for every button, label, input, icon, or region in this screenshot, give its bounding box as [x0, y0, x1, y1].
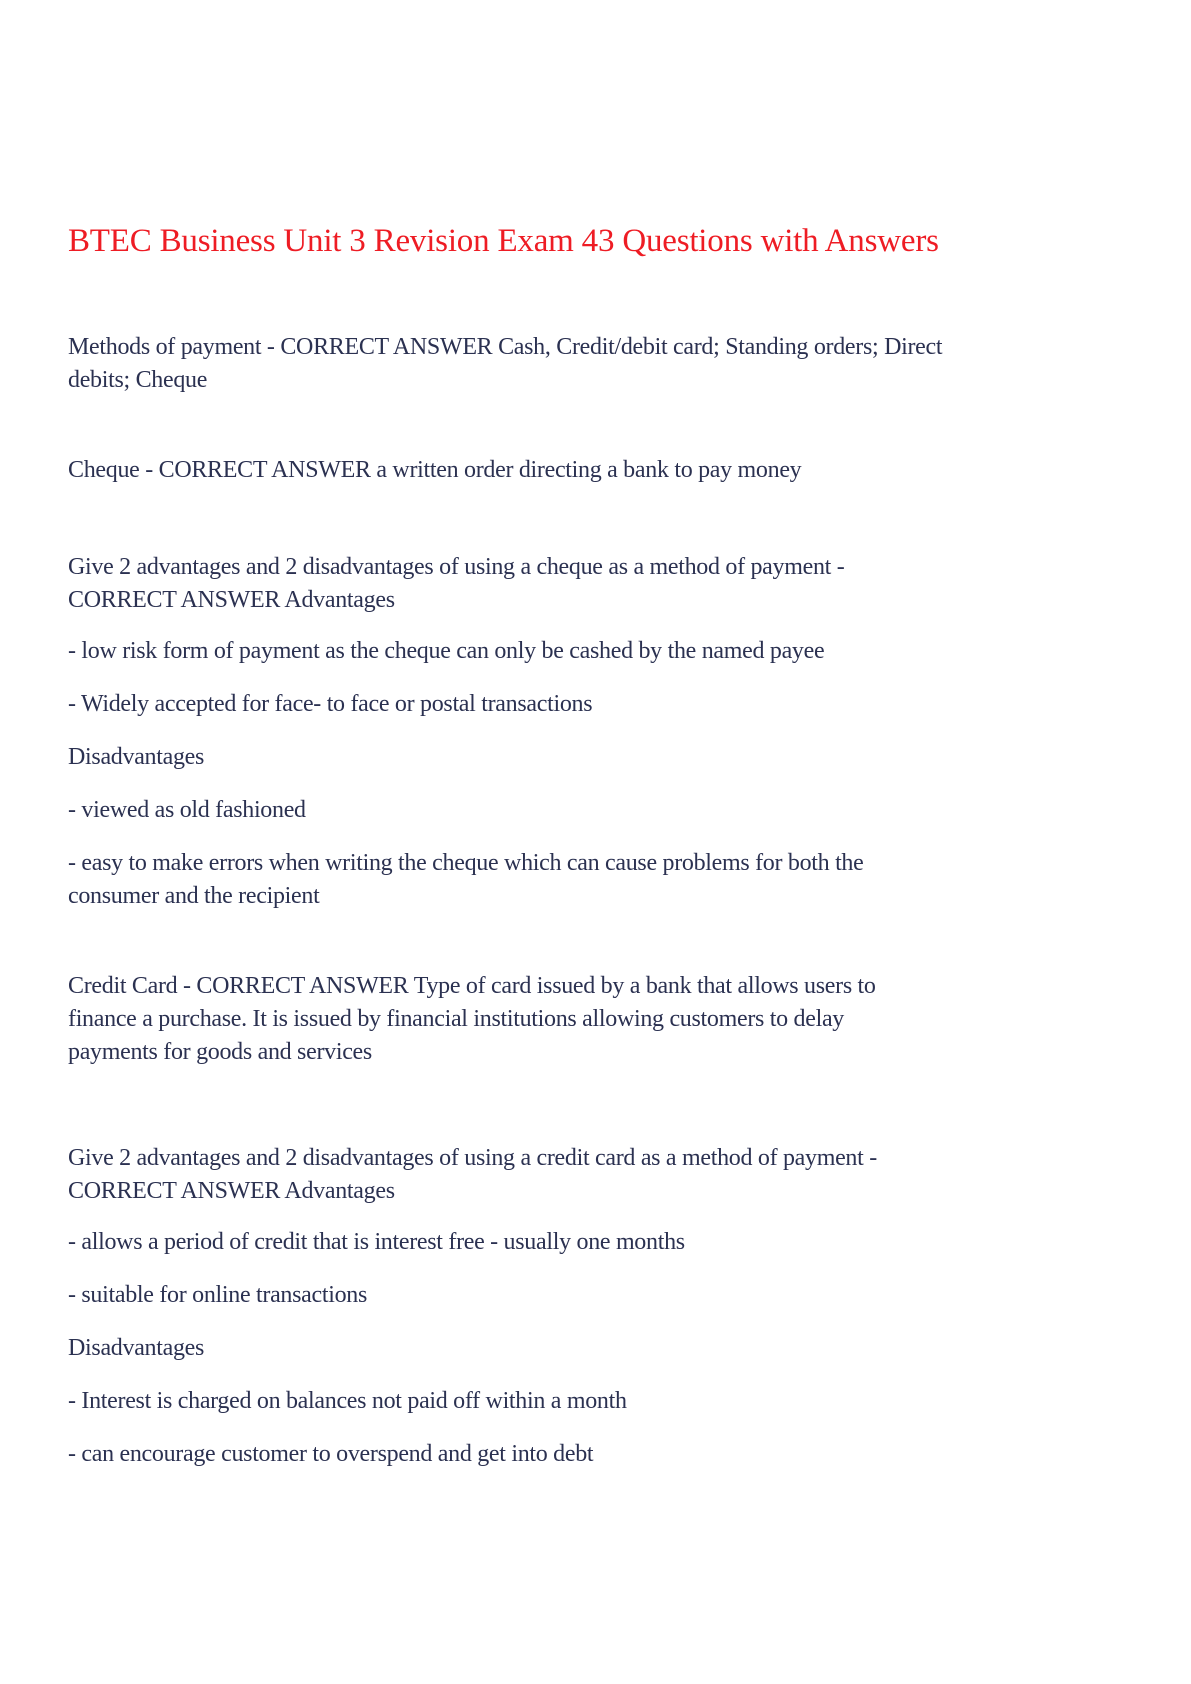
text-line: Credit Card - CORRECT ANSWER Type of card issued by a bank that allows users to: [68, 973, 876, 999]
list-item-advantage: [68, 1226, 1148, 1259]
list-item-disadvantage: [68, 794, 1148, 827]
list-item-disadvantage: [68, 1438, 1148, 1471]
subheading-disadvantages: [68, 1332, 1148, 1365]
text-line: Give 2 advantages and 2 disadvantages of using a cheque as a method of payment -: [68, 554, 845, 580]
text-line: CORRECT ANSWER Advantages: [68, 587, 395, 613]
qa-methods-of-payment: [68, 331, 1148, 397]
text-line: finance a purchase. It is issued by financial institutions allowing customers to delay: [68, 1006, 845, 1032]
subheading-disadvantages: [68, 741, 1148, 774]
text-line: - suitable for online transactions: [68, 1282, 368, 1308]
text-line: - can encourage customer to overspend and get into debt: [68, 1441, 594, 1467]
qa-credit-card: [68, 970, 1148, 1069]
text-line: Disadvantages: [68, 744, 205, 770]
list-item-advantage: [68, 635, 1148, 668]
text-line: Disadvantages: [68, 1335, 205, 1361]
document-title: BTEC Business Unit 3 Revision Exam 43 Questions with Answers: [68, 223, 939, 259]
text-line: - Interest is charged on balances not paid off within a month: [68, 1388, 627, 1414]
text-line: - allows a period of credit that is interest free - usually one months: [68, 1229, 685, 1255]
text-line: - easy to make errors when writing the cheque which can cause problems for both the: [68, 850, 864, 876]
text-line: - Widely accepted for face- to face or postal transactions: [68, 691, 593, 717]
text-line: Give 2 advantages and 2 disadvantages of using a credit card as a method of payment -: [68, 1145, 877, 1171]
list-item-advantage: [68, 1279, 1148, 1312]
text-line: consumer and the recipient: [68, 883, 320, 909]
text-line: - low risk form of payment as the cheque can only be cashed by the named payee: [68, 638, 825, 664]
text-line: CORRECT ANSWER Advantages: [68, 1178, 395, 1204]
list-item-disadvantage: [68, 847, 1148, 913]
qa-cheque-pros-cons: [68, 551, 1148, 617]
text-line: debits; Cheque: [68, 367, 208, 393]
text-line: Cheque - CORRECT ANSWER a written order directing a bank to pay money: [68, 457, 802, 483]
text-line: Methods of payment - CORRECT ANSWER Cash, Credit/debit card; Standing orders; Direct: [68, 334, 943, 360]
text-line: - viewed as old fashioned: [68, 797, 306, 823]
qa-credit-card-pros-cons: [68, 1142, 1148, 1208]
text-line: payments for goods and services: [68, 1039, 372, 1065]
qa-cheque: [68, 454, 1148, 487]
list-item-advantage: [68, 688, 1148, 721]
list-item-disadvantage: [68, 1385, 1148, 1418]
